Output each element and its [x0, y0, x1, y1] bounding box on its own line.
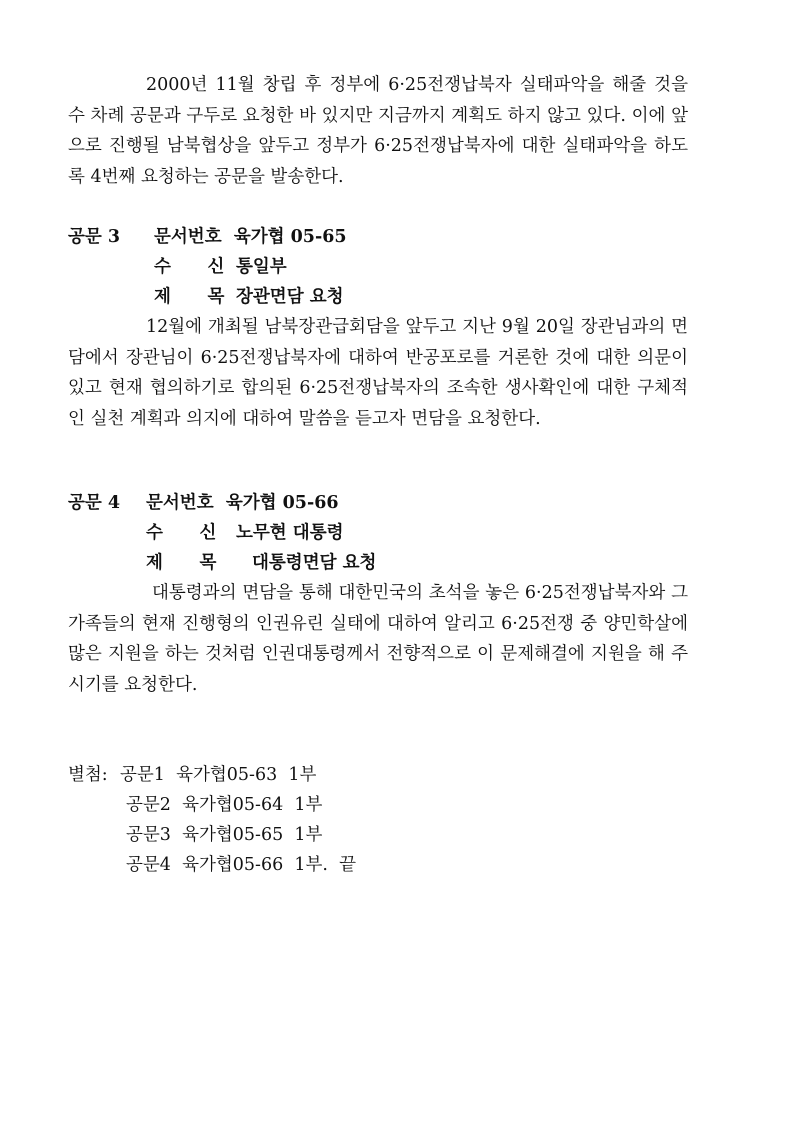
doc3-subject-label: 제 목 [154, 287, 225, 307]
attachment-item: 공문2 육가협05-64 1부 [126, 795, 323, 815]
doc4-number-line [146, 488, 339, 518]
intro-paragraph: 2000년 11월 창립 후 정부에 6·25전쟁납북자 실태파악을 해줄 것을 수 차례 공문과 구두로 요청한 바 있지만 지금까지 계획도 하지 않고 있다. 이에 앞으로 진행될 남북협상을 앞두고 정부가 6·25전쟁납북자에 대한 실태파악을 하도록 4번째 요청하는 공문을 발송한다. [68, 75, 688, 187]
doc4-subject-line [146, 548, 376, 578]
attachment-item: 공문4 육가협05-66 1부. 끝 [126, 855, 356, 875]
doc4-subject-label: 제 목 [146, 553, 217, 573]
attachment-item: 공문1 육가협05-63 1부 [120, 765, 317, 785]
doc4-number: 육가협 05-66 [225, 493, 339, 513]
doc4-recipient-line [146, 518, 344, 548]
doc3-label: 공문 3 [68, 227, 121, 247]
doc4-recipient-label: 수 신 [146, 523, 217, 543]
doc3-recipient: 통일부 [236, 257, 287, 277]
attachments-label: 별첨: [68, 765, 108, 785]
doc4-subject: 대통령면담 요청 [252, 553, 377, 573]
doc4-body: 대통령과의 면담을 통해 대한민국의 초석을 놓은 6·25전쟁납북자와 그 가족들의 현재 진행형의 인권유린 실태에 대하여 알리고 6·25전쟁 중 양민학살에 많은 지원을 하는 것처럼 인권대통령께서 전향적으로 이 문제해결에 지원을 해 주시기를 요청한다. [68, 583, 688, 695]
doc3-number-label: 문서번호 [154, 227, 222, 247]
doc3-number: 육가협 05-65 [233, 227, 347, 247]
doc4-label: 공문 4 [68, 493, 121, 513]
doc4-number-label: 문서번호 [146, 493, 214, 513]
doc3-subject: 장관면담 요청 [236, 287, 344, 307]
doc4-recipient: 노무현 대통령 [236, 523, 344, 543]
doc3-number-line [154, 222, 347, 252]
doc3-subject-line [154, 282, 344, 312]
doc3-body: 12월에 개최될 남북장관급회담을 앞두고 지난 9월 20일 장관님과의 면담에서 장관님이 6·25전쟁납북자에 대하여 반공포로를 거론한 것에 대한 의문이 있고 현재 협의하기로 합의된 6·25전쟁납북자의 조속한 생사확인에 대한 구체적인 실천 계획과 의지에 대하여 말씀을 듣고자 면담을 요청한다. [68, 317, 688, 429]
doc3-recipient-label: 수 신 [154, 257, 225, 277]
doc3-recipient-line [154, 252, 287, 282]
attachment-item: 공문3 육가협05-65 1부 [126, 825, 323, 845]
